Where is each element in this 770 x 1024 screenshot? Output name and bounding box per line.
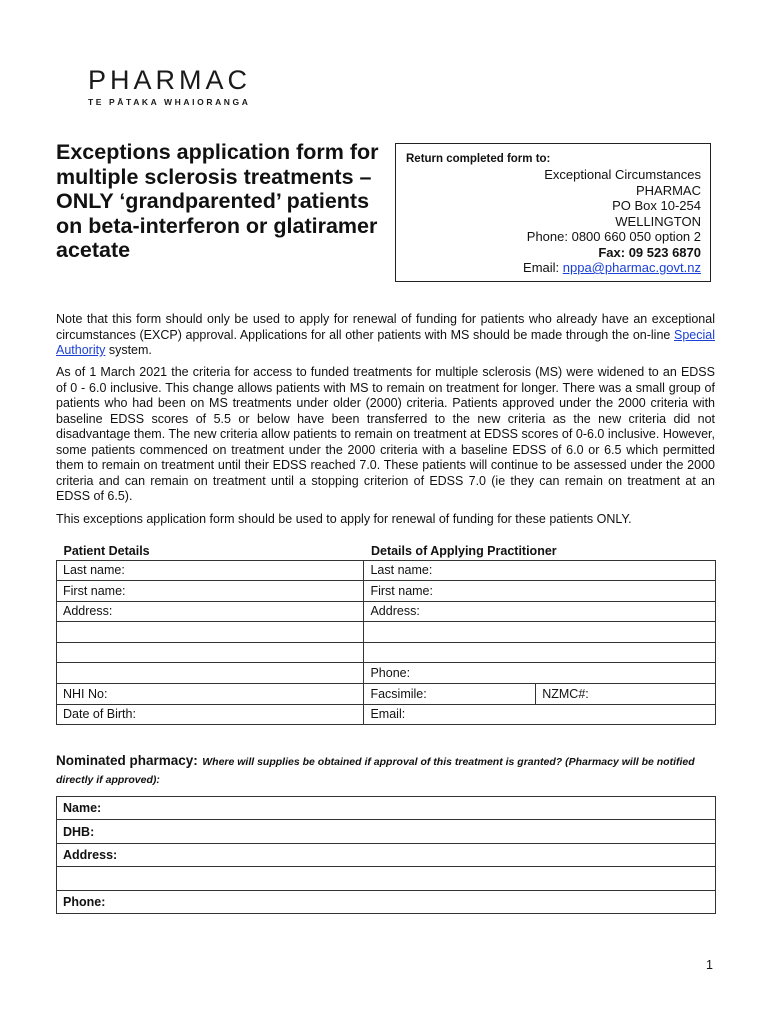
form-title: Exceptions application form for multiple sclerosis treatments – ONLY ‘grandparented’ patients on beta-interferon or glatiramer acetate (56, 140, 379, 262)
patient-address-line-2[interactable] (57, 622, 364, 643)
patient-nhi-field[interactable]: NHI No: (57, 684, 364, 705)
usage-paragraph: This exceptions application form should be used to apply for renewal of funding for these patients ONLY. (56, 512, 632, 526)
practitioner-nzmc-field[interactable]: NZMC#: (536, 684, 716, 705)
practitioner-details-heading: Details of Applying Practitioner (370, 543, 557, 558)
special-authority-link[interactable]: Special Authority (56, 327, 715, 357)
nominated-pharmacy-title: Nominated pharmacy: (56, 753, 198, 768)
patient-blank-field[interactable] (57, 663, 364, 684)
patient-details-heading: Patient Details (63, 543, 150, 558)
page-number: 1 (706, 958, 713, 972)
logo-wordmark: PHARMAC (88, 65, 252, 95)
intro-text-before: Note that this form should only be used to apply for renewal of funding for patients who already have an exceptional circumstances (EXCP) approval. Applications for all other patients with MS should be made through the on-line (56, 312, 715, 342)
patient-address-field[interactable]: Address: (57, 601, 364, 622)
pharmacy-address-field[interactable]: Address: (57, 843, 716, 866)
patient-address-line-3[interactable] (57, 642, 364, 663)
return-address-lines (523, 167, 701, 276)
practitioner-address-line-2[interactable] (364, 622, 716, 643)
practitioner-first-name-field[interactable]: First name: (364, 581, 716, 602)
return-email-label: Email: (523, 260, 563, 275)
return-line-1: Exceptional Circumstances (544, 167, 701, 182)
return-fax: Fax: 09 523 6870 (598, 244, 701, 260)
return-address-box (395, 143, 711, 282)
return-line-3: PO Box 10-254 (612, 198, 701, 213)
return-line-2: PHARMAC (635, 182, 701, 198)
practitioner-fax-field[interactable]: Facsimile: (364, 684, 536, 705)
nominated-pharmacy-note: Where will supplies be obtained if approval of this treatment is granted? (Pharmacy will be notified directly if approved): (56, 756, 695, 786)
pharmacy-dhb-field[interactable]: DHB: (57, 820, 716, 843)
intro-paragraph (56, 312, 715, 359)
practitioner-address-line-3[interactable] (364, 642, 716, 663)
pharmacy-address-line-2[interactable] (57, 867, 716, 890)
pharmac-logo (88, 66, 251, 107)
pharmacy-phone-field[interactable]: Phone: (57, 890, 716, 913)
return-phone: Phone: 0800 660 050 option 2 (526, 229, 701, 244)
return-email-link[interactable]: nppa@pharmac.govt.nz (562, 260, 701, 275)
details-table (56, 542, 716, 725)
nominated-pharmacy-heading (56, 752, 718, 788)
practitioner-last-name-field[interactable]: Last name: (364, 560, 716, 581)
practitioner-phone-field[interactable]: Phone: (364, 663, 716, 684)
intro-text-after: system. (105, 343, 152, 357)
pharmacy-name-field[interactable]: Name: (57, 797, 716, 820)
return-line-4: WELLINGTON (615, 213, 701, 229)
criteria-paragraph: As of 1 March 2021 the criteria for access to funded treatments for multiple sclerosis (MS) were widened to an EDSS of 0 - 6.0 inclusive. This change allows patients with MS to remain on treatment for longer. There was a small group of patients who had been on MS treatments under older (2000) criteria. Patients approved under the 2000 criteria with baseline EDSS scores of 5.5 or below have been transferred to the new criteria as the new criteria did not disadvantage them. The new criteria allow patients to remain on treatment at EDSS scores of 0-6.0 inclusive. However, some patients commenced on treatment under the 2000 criteria with a baseline EDSS of 6.0 or 6.5 which permitted them to remain on treatment until their EDSS reached 7.0. These patients will continue to be assessed under the 2000 criteria and can remain on treatment until a stopping criterion of EDSS 7.0 (ie they can remain on treatment at an EDSS of 6.5). (56, 365, 715, 503)
practitioner-address-field[interactable]: Address: (364, 601, 716, 622)
practitioner-email-field[interactable]: Email: (364, 704, 716, 725)
return-heading: Return completed form to: (406, 153, 551, 165)
return-email-line (523, 260, 701, 276)
pharmacy-table (56, 796, 716, 914)
patient-last-name-field[interactable]: Last name: (57, 560, 364, 581)
logo-tagline: TE PĀTAKA WHAIORANGA (88, 97, 251, 107)
patient-first-name-field[interactable]: First name: (57, 581, 364, 602)
patient-dob-field[interactable]: Date of Birth: (57, 704, 364, 725)
